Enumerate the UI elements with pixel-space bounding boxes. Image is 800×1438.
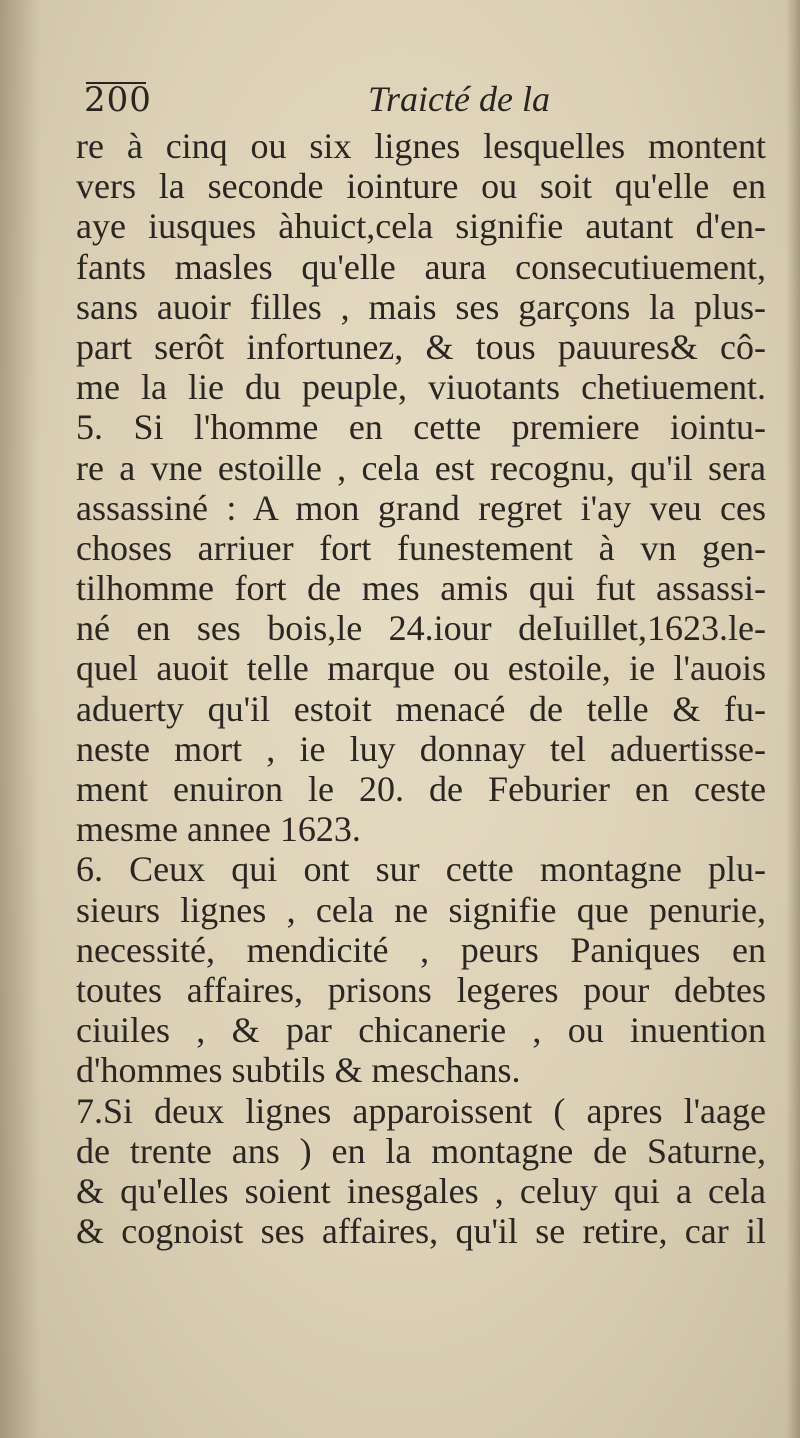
text-line: & qu'elles soient inesgales , celuy qui a cela [76, 1170, 766, 1211]
text-line: choses arriuer fort funestement à vn gen- [76, 527, 766, 568]
text-line: part serôt infortunez, & tous pauures& cô- [76, 326, 766, 367]
text-line: re à cinq ou six lignes lesquelles montent [76, 126, 766, 166]
text-line: tilhomme fort de mes amis qui fut assassi- [76, 568, 766, 609]
text-line: sieurs lignes , cela ne signifie que penurie, [76, 889, 766, 930]
text-line: 5. Si l'homme en cette premiere iointu- [76, 407, 766, 448]
running-title: Traicté de la [368, 79, 550, 119]
text-line: ment enuiron le 20. de Feburier en ceste [76, 769, 766, 809]
body-text [76, 126, 766, 1251]
text-line: aye iusques àhuict,cela signifie autant d'en- [76, 206, 766, 247]
text-line: d'hommes subtils & meschans. [76, 1050, 521, 1091]
text-line: vers la seconde iointure ou soit qu'elle en [76, 166, 766, 207]
text-line: 6. Ceux qui ont sur cette montagne plu- [76, 849, 766, 890]
text-line: né en ses bois,le 24.iour deIuillet,1623.le- [76, 608, 766, 649]
text-line: & cognoist ses affaires, qu'il se retire, car il [76, 1211, 766, 1252]
text-line: necessité, mendicité , peurs Paniques en [76, 929, 766, 970]
text-line: mesme annee 1623. [76, 809, 361, 850]
page-number: 200 [84, 80, 152, 120]
text-line: assassiné : A mon grand regret i'ay veu ces [76, 487, 766, 528]
text-line: quel auoit telle marque ou estoile, ie l'auois [76, 648, 766, 689]
text-line: re a vne estoille , cela est recognu, qu'il sera [76, 447, 766, 488]
text-line: ciuiles , & par chicanerie , ou inuention [76, 1010, 766, 1051]
text-line: toutes affaires, prisons legeres pour debtes [76, 969, 766, 1010]
text-line: de trente ans ) en la montagne de Saturne, [76, 1130, 766, 1171]
text-line: 7.Si deux lignes apparoissent ( apres l'aage [76, 1090, 766, 1131]
text-line: neste mort , ie luy donnay tel aduertisse- [76, 728, 766, 769]
page-header [78, 72, 738, 122]
text-line: sans auoir filles , mais ses garçons la plus- [76, 286, 766, 327]
text-line: fants masles qu'elle aura consecutiuement, [76, 246, 766, 287]
text-line: me la lie du peuple, viuotants chetiuement. [76, 367, 766, 408]
text-line: aduerty qu'il estoit menacé de telle & fu- [76, 688, 766, 729]
